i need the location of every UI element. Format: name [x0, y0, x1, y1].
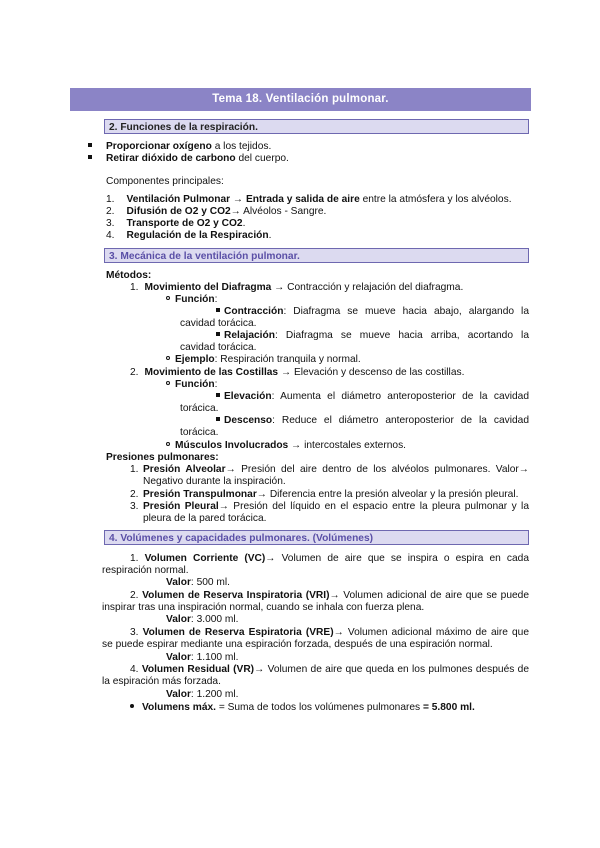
components-label: Componentes principales:: [106, 176, 224, 187]
list-item: 1. Movimiento del Diafragma → Contracción y relajación del diafragma.: [130, 282, 464, 293]
circle-bullet-icon: [166, 381, 170, 385]
list-item: Relajación: Diafragma se mueve hacia arriba, acortando la cavidad torácica.: [180, 330, 529, 353]
bullet-item: Proporcionar oxígeno a los tejidos.: [88, 141, 271, 153]
list-item: 3. Transporte de O2 y CO2.: [106, 218, 246, 229]
presiones-label: Presiones pulmonares:: [106, 452, 219, 463]
square-bullet-icon: [216, 417, 220, 421]
list-item: 2. Difusión de O2 y CO2→ Alvéolos - Sangre.: [106, 206, 327, 217]
list-item: Función:: [166, 294, 217, 306]
list-num: 1.: [130, 464, 139, 475]
value-line: Valor: 500 ml.: [166, 577, 230, 588]
square-bullet-icon: [88, 155, 92, 159]
value-line: Valor: 1.100 ml.: [166, 652, 239, 663]
list-item: 1. Ventilación Pulmonar → Entrada y salida de aire entre la atmósfera y los alvéolos.: [106, 194, 512, 205]
square-bullet-icon: [216, 332, 220, 336]
list-item: Ejemplo: Respiración tranquila y normal.: [166, 354, 361, 366]
list-item: Presión Transpulmonar→ Diferencia entre la presión alveolar y la presión pleural.: [143, 489, 519, 500]
list-item: Descenso: Reduce el diámetro anteroposterior de la cavidad torácica.: [180, 415, 529, 438]
list-item: Elevación: Aumenta el diámetro anteroposterior de la cavidad torácica.: [180, 391, 529, 414]
value-line: Valor: 3.000 ml.: [166, 614, 239, 625]
square-bullet-icon: [216, 393, 220, 397]
page-title: Tema 18. Ventilación pulmonar.: [70, 88, 531, 111]
list-item: 1. Volumen Corriente (VC)→ Volumen de aire que se inspira o espira en cada respiración normal.: [102, 553, 529, 576]
metodos-label: Métodos:: [106, 270, 152, 281]
bullet-item: Retirar dióxido de carbono del cuerpo.: [88, 153, 289, 165]
list-item: Presión Pleural→ Presión del líquido en el espacio entre la pleura pulmonar y la pleura de la pared torácica.: [143, 501, 529, 524]
list-item: Función:: [166, 379, 217, 391]
list-num: 3.: [130, 501, 139, 512]
list-item: 4. Regulación de la Respiración.: [106, 230, 272, 241]
list-item: 4. Volumen Residual (VR)→ Volumen de aire que queda en los pulmones después de la espiración más forzada.: [102, 664, 529, 687]
list-item: 2. Movimiento de las Costillas → Elevación y descenso de las costillas.: [130, 367, 465, 378]
total-line: Volumens máx. = Suma de todos los volúmenes pulmonares = 5.800 ml.: [130, 702, 475, 714]
list-item: Contracción: Diafragma se mueve hacia abajo, alargando la cavidad torácica.: [180, 306, 529, 329]
value-line: Valor: 1.200 ml.: [166, 689, 239, 700]
circle-bullet-icon: [166, 356, 170, 360]
section-2-heading: 2. Funciones de la respiración.: [104, 119, 529, 134]
square-bullet-icon: [216, 308, 220, 312]
section-3-heading: 3. Mecánica de la ventilación pulmonar.: [104, 248, 529, 263]
list-item: 3. Volumen de Reserva Espiratoria (VRE)→ Volumen adicional máximo de aire que se puede espirar mediante una espiración forzada, después de una espiración normal.: [102, 627, 529, 650]
list-num: 2.: [130, 489, 139, 500]
dot-bullet-icon: [130, 704, 134, 708]
list-item: Músculos Involucrados → intercostales externos.: [166, 440, 406, 452]
section-4-heading: 4. Volúmenes y capacidades pulmonares. (Volúmenes): [104, 530, 529, 545]
list-item: Presión Alveolar→ Presión del aire dentro de los alvéolos pulmonares. Valor→ Negativo durante la inspiración.: [143, 464, 529, 487]
circle-bullet-icon: [166, 296, 170, 300]
list-item: 2. Volumen de Reserva Inspiratoria (VRI)→ Volumen adicional de aire que se puede inspirar tras una inspiración normal, cuando se inhala con fuerza plena.: [102, 590, 529, 613]
circle-bullet-icon: [166, 442, 170, 446]
square-bullet-icon: [88, 143, 92, 147]
